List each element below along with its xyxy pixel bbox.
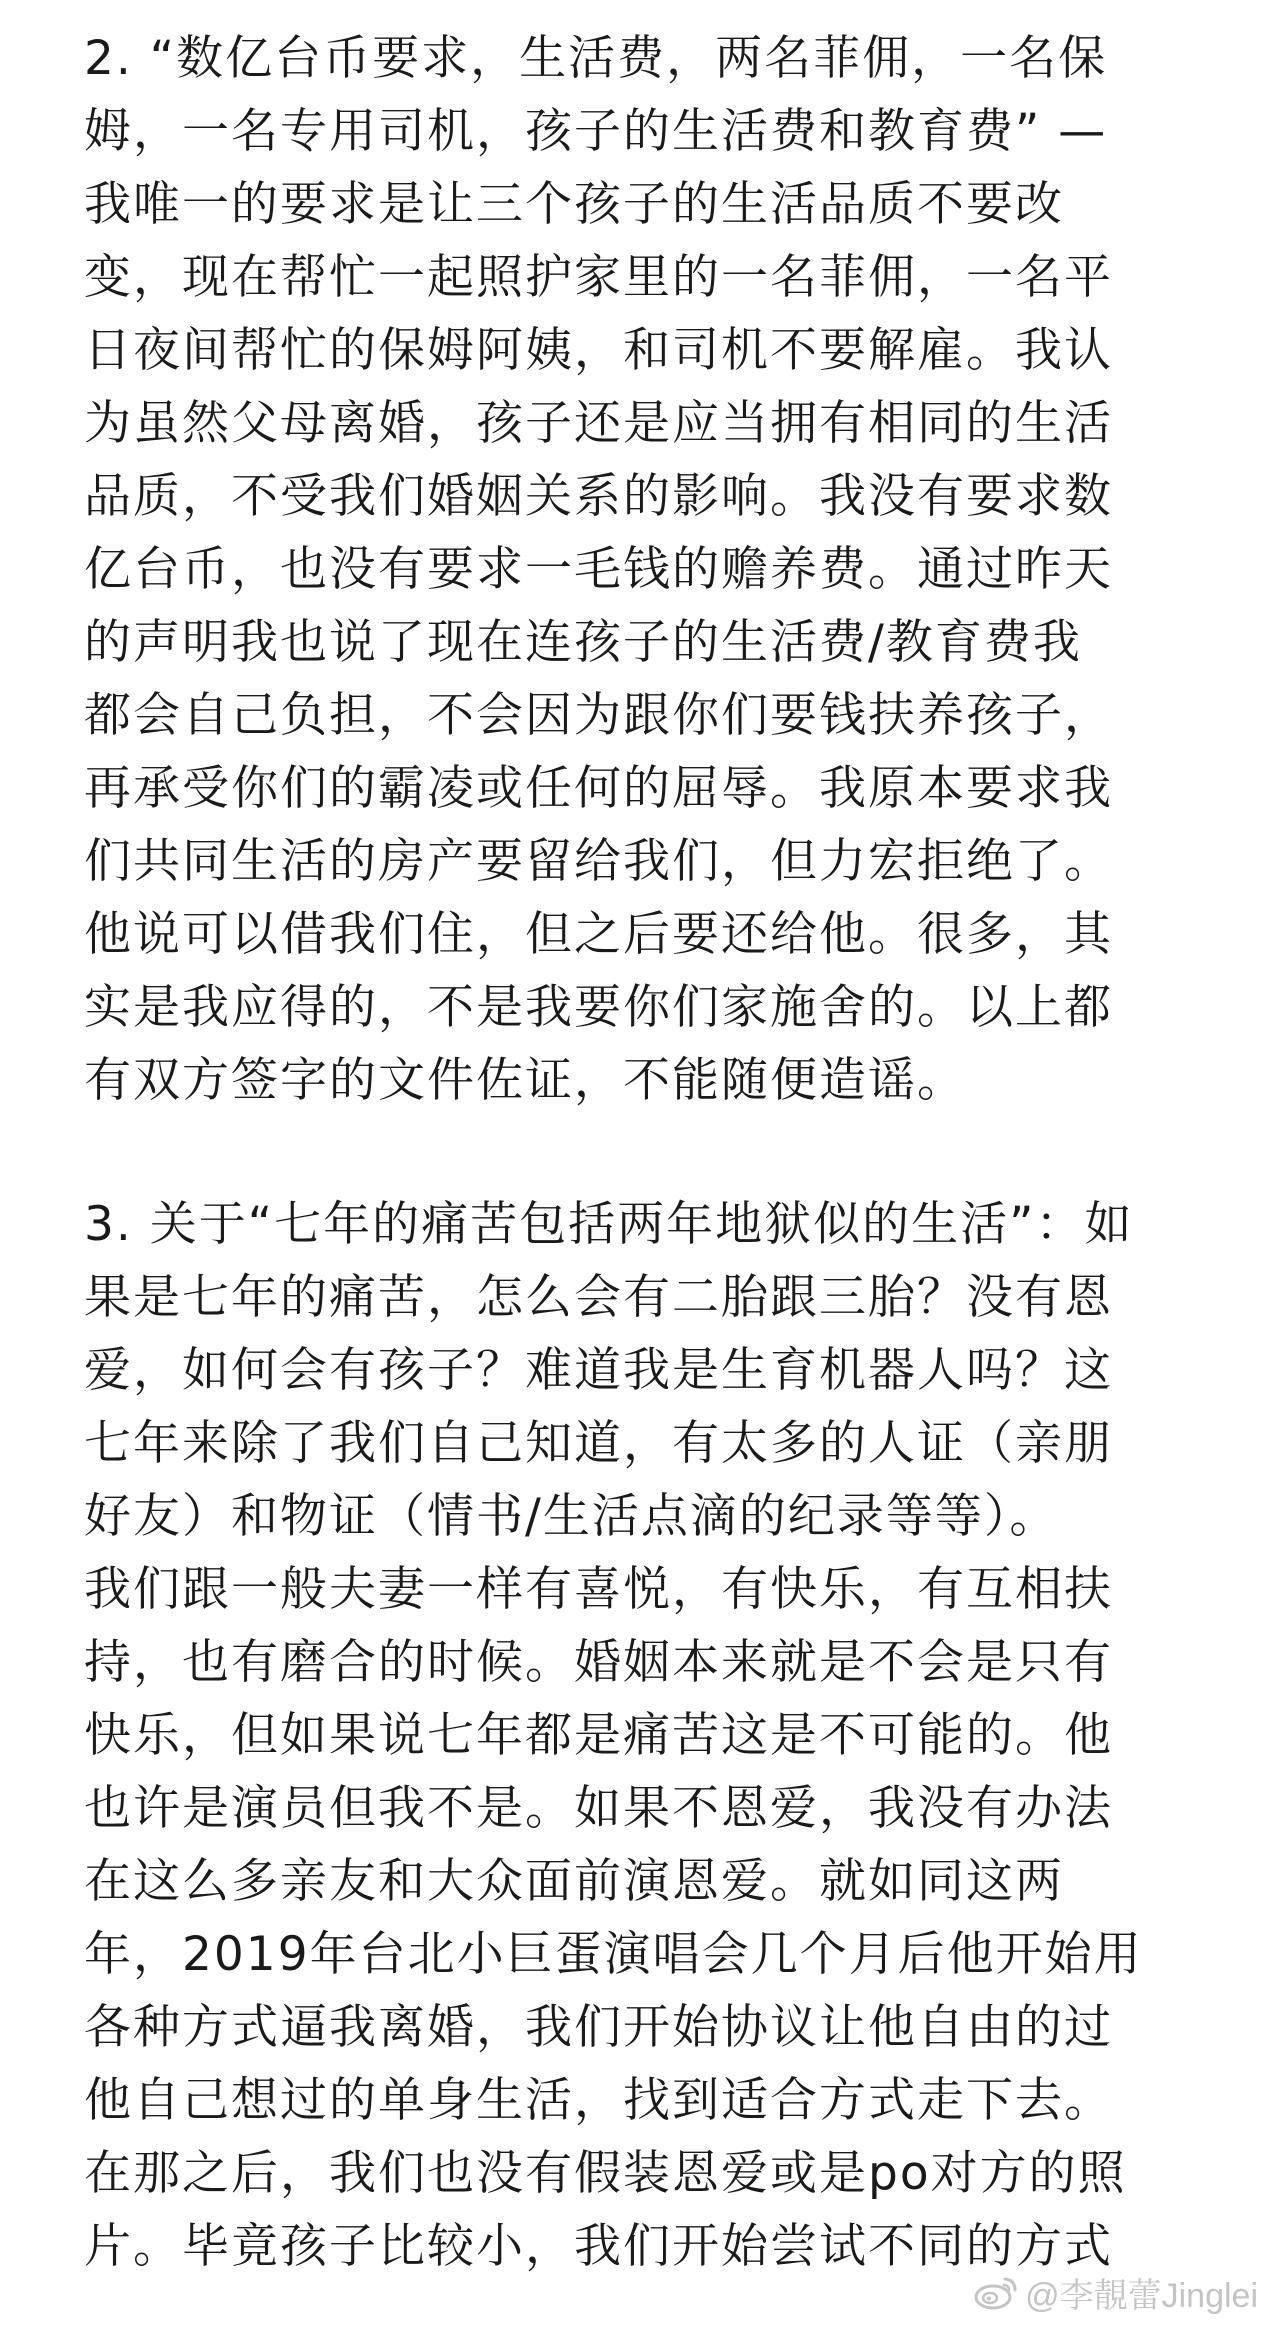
- text-line: 在这么多亲友和大众面前演恩爱。就如同这两: [84, 1854, 1064, 1909]
- text-line: 都会自己负担，不会因为跟你们要钱扶养孩子，: [84, 688, 1113, 743]
- weibo-logo-icon: [973, 2275, 1019, 2311]
- text-line: 快乐，但如果说七年都是痛苦这是不可能的。他: [84, 1708, 1113, 1763]
- text-line: 也许是演员但我不是。如果不恩爱，我没有办法: [84, 1781, 1113, 1836]
- weibo-watermark: [973, 2268, 1258, 2317]
- text-line: 的声明我也说了现在连孩子的生活费/教育费我: [84, 615, 1082, 670]
- text-line: 实是我应得的，不是我要你们家施舍的。以上都: [84, 980, 1113, 1035]
- text-line: 2. “数亿台币要求，生活费，两名菲佣，一名保: [84, 31, 1108, 86]
- text-line: 为虽然父母离婚，孩子还是应当拥有相同的生活: [84, 396, 1113, 451]
- text-line: 再承受你们的霸凌或任何的屈辱。我原本要求我: [84, 761, 1113, 816]
- paragraph-3: [84, 1188, 1234, 2283]
- text-line: 亿台币，也没有要求一毛钱的赡养费。通过昨天: [84, 542, 1113, 597]
- text-line: 片。毕竟孩子比较小，我们开始尝试不同的方式: [84, 2219, 1113, 2274]
- text-line: 各种方式逼我离婚，我们开始协议让他自由的过: [84, 2000, 1113, 2055]
- text-line: 日夜间帮忙的保姆阿姨，和司机不要解雇。我认: [84, 323, 1113, 378]
- text-line: 他自己想过的单身生活，找到适合方式走下去。: [84, 2073, 1113, 2128]
- text-line: 好友）和物证（情书/生活点滴的纪录等等）。: [84, 1489, 1059, 1544]
- text-line: 年，2019年台北小巨蛋演唱会几个月后他开始用: [84, 1927, 1143, 1982]
- text-line: 他说可以借我们住，但之后要还给他。很多，其: [84, 907, 1113, 962]
- text-line: 在那之后，我们也没有假装恩爱或是po对方的照: [84, 2146, 1127, 2201]
- text-line: 果是七年的痛苦，怎么会有二胎跟三胎？没有恩: [84, 1270, 1113, 1325]
- text-line: 我唯一的要求是让三个孩子的生活品质不要改: [84, 177, 1064, 232]
- text-line: 七年来除了我们自己知道，有太多的人证（亲朋: [84, 1416, 1113, 1471]
- text-line: 我们跟一般夫妻一样有喜悦，有快乐，有互相扶: [84, 1562, 1113, 1617]
- text-line: 有双方签字的文件佐证，不能随便造谣。: [84, 1053, 966, 1108]
- text-line: 品质，不受我们婚姻关系的影响。我没有要求数: [84, 469, 1113, 524]
- text-line: 们共同生活的房产要留给我们，但力宏拒绝了。: [84, 834, 1113, 889]
- text-line: 3. 关于“七年的痛苦包括两年地狱似的生活”：如: [84, 1197, 1134, 1252]
- paragraph-2: [84, 22, 1234, 1117]
- text-line: 姆，一名专用司机，孩子的生活费和教育费” —: [84, 104, 1108, 159]
- text-line: 变，现在帮忙一起照护家里的一名菲佣，一名平: [84, 250, 1113, 305]
- text-line: 持，也有磨合的时候。婚姻本来就是不会是只有: [84, 1635, 1113, 1690]
- text-line: 爱，如何会有孩子？难道我是生育机器人吗？这: [84, 1343, 1113, 1398]
- watermark-text: @李靚蕾Jinglei: [1025, 2277, 1258, 2315]
